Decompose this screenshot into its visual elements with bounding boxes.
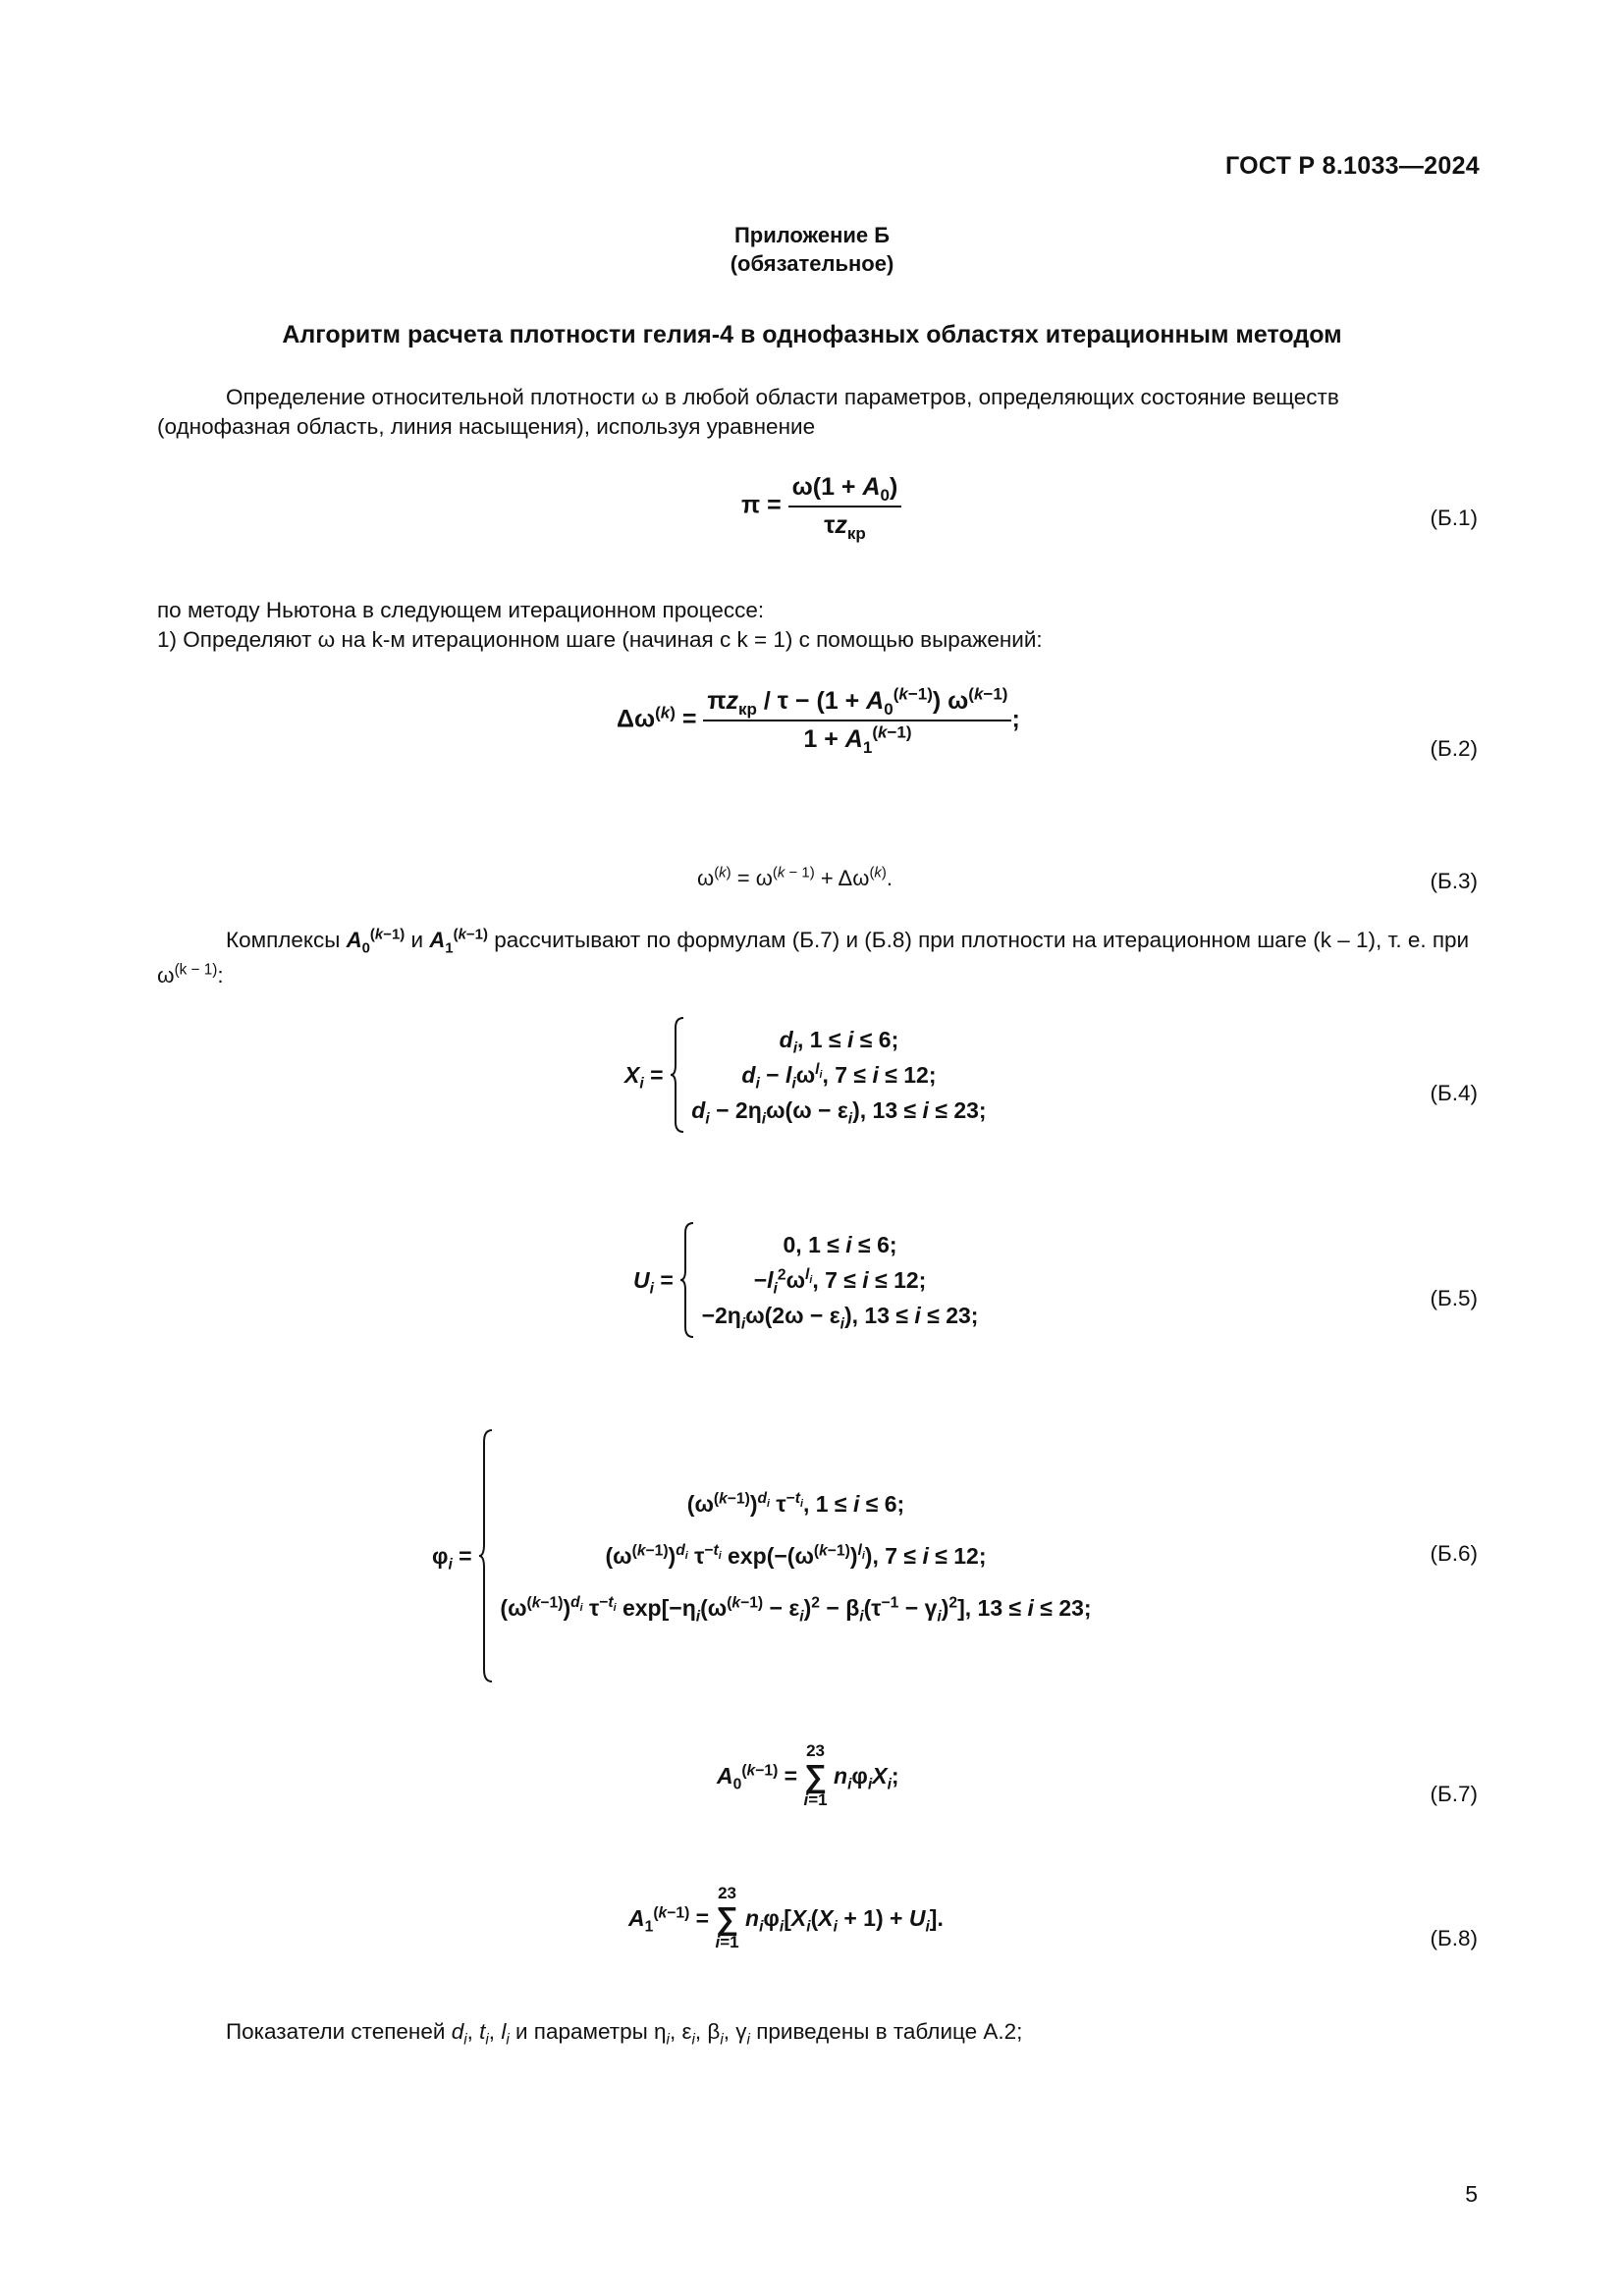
complexes-end: : (217, 963, 224, 988)
appendix-status: (обязательное) (730, 251, 894, 276)
left-brace-icon (679, 1221, 695, 1339)
appendix-title: Приложение Б (733, 223, 891, 247)
equation-b4: $X_i$ = $d_i$, 1 ≤ i ≤ 6; $d_i - l_i\omega^{l_i}$, 7 ≤ i ≤ 12; $d_i - 2\eta_i\omega(\omega - \varepsilon_i)$, 13 ≤ i ≤ 23; (624, 1016, 987, 1134)
left-brace-icon (670, 1016, 685, 1134)
complexes-label: Комплексы (226, 928, 341, 952)
equation-b2: $\Delta\omega^{(k)}$ = $\frac{\pi z_{кр} / \tau - (1 + A_0^{(k-1)}) \omega^{(k-1)}}{1 + A_1^{(k-1)}}$ ; (617, 684, 1020, 757)
exponents-mid: и параметры (514, 2019, 648, 2044)
equation-b5: $U_i$ = 0, 1 ≤ i ≤ 6; $-l_i^2\omega^{l_i}$, 7 ≤ i ≤ 12; $-2\eta_i\omega(2\omega - \varepsilon_i)$, 13 ≤ i ≤ 23; (633, 1221, 978, 1339)
exponents-paragraph: Показатели степеней $d_i$, $t_i$, $l_i$ и параметры $\eta_i$, $\varepsilon_i$, $\beta_i$, $\gamma_i$ приведены в таблице А.2; (226, 2019, 1023, 2049)
left-brace-icon (478, 1428, 494, 1683)
equation-number-b3: (Б.3) (1430, 869, 1478, 893)
complexes-paragraph: Комплексы $A_0^{(k-1)}$ и $A_1^{(k-1)}$ рассчитывают по формулам (Б.7) и (Б.8) при плотности на итерационном шаге (k – 1), т. е. при $\omega^{(k - 1)}$: (157, 926, 1470, 988)
equation-number-b5: (Б.5) (1430, 1286, 1478, 1310)
equation-number-b1: (Б.1) (1430, 506, 1478, 530)
exponents-label: Показатели степеней (226, 2019, 446, 2044)
method-paragraph: по методу Ньютона в следующем итерационном процессе: (157, 598, 765, 622)
equation-number-b6: (Б.6) (1430, 1541, 1478, 1566)
equation-b3: $\omega^{(k)} = \omega^{(k - 1)} + \Delta\omega^{(k)}$. (697, 864, 893, 890)
exponents-end: приведены в таблице А.2; (756, 2019, 1023, 2044)
equation-b7: $A_0^{(k-1)}$ = 23 ∑ i=1 $n_i\varphi_iX_i$; (717, 1741, 899, 1809)
equation-b1: π = $\frac{\omega(1 + A_0)}{\tau z_{кр}}$ (741, 473, 901, 540)
equation-number-b8: (Б.8) (1430, 1926, 1478, 1950)
section-heading: Алгоритм расчета плотности гелия-4 в однофазных областях итерационным методом (282, 321, 1342, 348)
equation-number-b4: (Б.4) (1430, 1081, 1478, 1105)
page-number: 5 (1465, 2181, 1478, 2207)
equation-b6: $\varphi_i$ = $(\omega^{(k-1)})^{d_i}$ $\tau^{-t_i}$, 1 ≤ i ≤ 6; $(\omega^{(k-1)})^{d_i}$ $\tau^{-t_i}$ $\exp(-(\omega^{(k-1)})^{l_i})$, 7 ≤ i ≤ 12; $(\omega^{(k-1)})^{d_i}$ $\tau^{-t_i}$ $\exp[-\eta_i(\omega^{(k-1)} - \varepsilon_i)^2 - \beta_i(\tau^{-1} - \gamma_i)^2]$, 13 ≤ i ≤ 23; (432, 1428, 1092, 1683)
step1-paragraph: 1) Определяют ω на k-м итерационном шаге (начиная с k = 1) с помощью выражений: (157, 627, 1043, 652)
equation-number-b2: (Б.2) (1430, 736, 1478, 761)
equation-b8: $A_1^{(k-1)}$ = 23 ∑ i=1 $n_i\varphi_i[X_i(X_i + 1) + U_i]$. (628, 1884, 944, 1951)
complexes-text: рассчитывают по формулам (Б.7) и (Б.8) при плотности на итерационном шаге (k – 1), т. е. при ω (157, 928, 1470, 988)
standard-number: ГОСТ Р 8.1033—2024 (1224, 152, 1480, 180)
intro-paragraph: Определение относительной плотности ω в любой области параметров, определяющих состояние веществ (однофазная область, линия насыщения), используя уравнение (157, 385, 1339, 439)
and-word: и (410, 928, 424, 952)
complexes-superscript: (k − 1) (174, 961, 218, 979)
equation-number-b7: (Б.7) (1430, 1782, 1478, 1806)
